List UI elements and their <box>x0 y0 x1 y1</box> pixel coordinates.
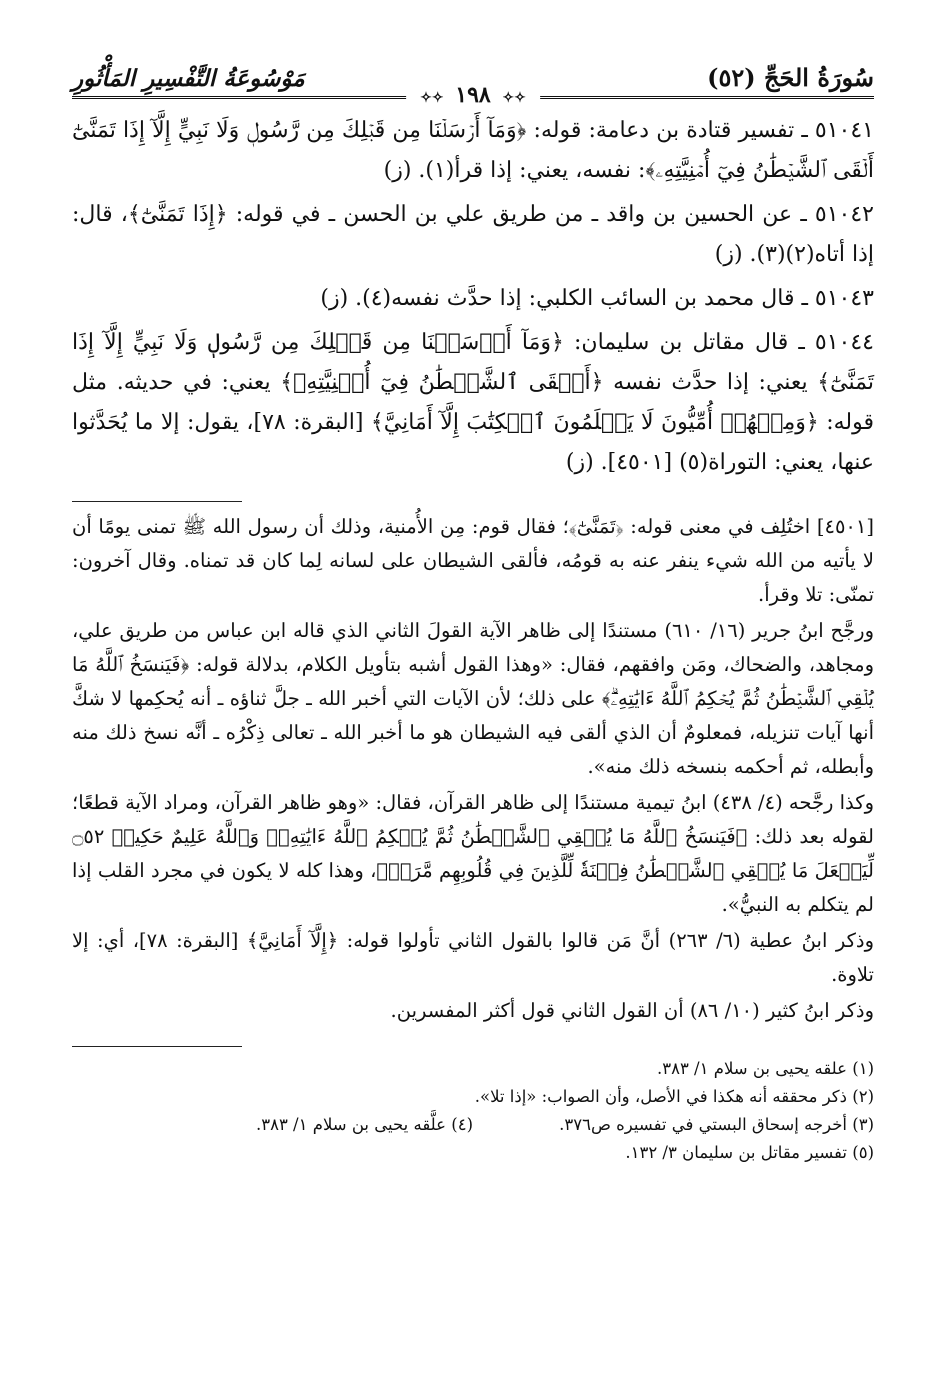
commentary-paragraph: [٤٥٠١] اختُلِف في معنى قوله: ﴿تَمَنَّىٰٓ﴾؛ فقال قوم: مِن الأُمنية، وذلك أن رسول الله ﷺ تمنى يومًا أن لا يأتيه من الله شيء ينفر عنه به قومُه، فألقى الشيطان على لسانه لِما كان قد تمناه. وقال آخرون: تمنّى: تلا وقرأ. <box>72 515 874 606</box>
footnote-3: (٣) أخرجه إسحاق البستي في تفسيره ص٣٧٦. <box>559 1115 874 1134</box>
commentary-paragraph: وكذا رجَّحه (٤/ ٤٣٨) ابنُ تيمية مستندًا إلى ظاهر القرآن، فقال: «وهو ظاهر القرآن، ومراد الآية قطعًا؛ لقوله بعد ذلك: ﴿فَيَنسَخُ ٱللَّهُ مَا يُلۡقِي ٱلشَّيۡطَٰنُ ثُمَّ يُحۡكِمُ ٱللَّهُ ءَايَٰتِهِۦۗ وَٱللَّهُ عَلِيمٌ حَكِيمٞ ۝٥٢ لِّيَجۡعَلَ مَا يُلۡقِي ٱلشَّيۡطَٰنُ فِتۡنَةٗ لِّلَّذِينَ فِي قُلُوبِهِم مَّرَضٞ﴾، وهذا كله لا يكون في مجرد القلب إذا لم يتكلم به النبيُّ». <box>72 791 874 916</box>
main-text <box>72 111 874 483</box>
footnote-1: (١) علقه يحيى بن سلام ١/ ٣٨٣. <box>656 1059 874 1078</box>
header-rule <box>72 82 874 109</box>
footnote-separator <box>72 1046 242 1047</box>
entry-51042: ٥١٠٤٢ ـ عن الحسين بن واقد ـ من طريق علي بن الحسن ـ في قوله: ﴿إِذَا تَمَنَّىٰٓ﴾، قال: إذا أتاه(٢)(٣). (ز) <box>72 202 874 267</box>
entry-51043: ٥١٠٤٣ ـ قال محمد بن السائب الكلبي: إذا حدَّث نفسه(٤). (ز) <box>320 286 874 311</box>
footnote-4: (٤) علَّقه يحيى بن سلام ١/ ٣٨٣. <box>255 1115 473 1134</box>
footnote-5: (٥) تفسير مقاتل بن سليمان ٣/ ١٣٢. <box>625 1143 874 1162</box>
page-number: ١٩٨ <box>455 82 491 108</box>
footnote-row <box>72 1111 874 1139</box>
surah-title: سُورَةُ الحَجِّ (٥٢) <box>707 63 874 92</box>
ornament-icon: ✧✧ <box>420 90 444 106</box>
commentary-paragraph: وذكر ابنُ كثير (١٠/ ٨٦) أن القول الثاني قول أكثر المفسرين. <box>390 999 874 1022</box>
ornament-icon: ✧✧ <box>502 90 526 106</box>
commentary-separator <box>72 501 242 502</box>
commentary-paragraph: وذكر ابنُ عطية (٦/ ٢٦٣) أنَّ مَن قالوا بالقول الثاني تأولوا قوله: ﴿إِلَّآ أَمَانِيَّ﴾ [البقرة: ٧٨]، أي: إلا تلاوة. <box>72 929 874 986</box>
entry-51041: ٥١٠٤١ ـ تفسير قتادة بن دعامة: قوله: ﴿وَمَآ أَرۡسَلۡنَا مِن قَبۡلِكَ مِن رَّسُولٖ وَلَا نَبِيٍّ إِلَّآ إِذَا تَمَنَّىٰٓ أَلۡقَى ٱلشَّيۡطَٰنُ فِيٓ أُمۡنِيَّتِهِۦ﴾: نفسه، يعني: إذا قرأ(١). (ز) <box>72 118 874 183</box>
commentary <box>72 510 874 1028</box>
page-number-wrap <box>406 82 540 108</box>
footnotes <box>72 1055 874 1167</box>
entry-51044: ٥١٠٤٤ ـ قال مقاتل بن سليمان: ﴿وَمَآ أَرۡسَلۡنَا مِن قَبۡلِكَ مِن رَّسُولٖ وَلَا نَبِيٍّ إِلَّآ إِذَا تَمَنَّىٰٓ﴾ يعني: إذا حدَّث نفسه ﴿أَلۡقَى ٱلشَّيۡطَٰنُ فِيٓ أُمۡنِيَّتِهِۦ﴾ يعني: في حديثه. مثل قوله: ﴿وَمِنۡهُمۡ أُمِّيُّونَ لَا يَعۡلَمُونَ ٱلۡكِتَٰبَ إِلَّآ أَمَانِيَّ﴾ [البقرة: ٧٨]، يقول: إلا ما يُحَدَّثوا عنها، يعني: التوراة(٥) [٤٥٠١]. (ز) <box>72 330 874 475</box>
footnote-2: (٢) ذكر محققه أنه هكذا في الأصل، وأن الصواب: «إذا تلا». <box>474 1087 874 1106</box>
commentary-paragraph: ورجَّح ابنُ جرير (١٦/ ٦١٠) مستندًا إلى ظاهر الآية القولَ الثاني الذي قاله ابن عباس من طريق علي، ومجاهد، والضحاك، ومَن وافقهم، فقال: «وهذا القول أشبه بتأويل الكلام، بدلالة قوله: ﴿فَيَنسَخُ ٱللَّهُ مَا يُلۡقِي ٱلشَّيۡطَٰنُ ثُمَّ يُحۡكِمُ ٱللَّهُ ءَايَٰتِهِۦۗ﴾ على ذلك؛ لأن الآيات التي أخبر الله ـ جلَّ ثناؤه ـ أنه يُحكِمها لا شكَّ أنها آيات تنزيله، فمعلومٌ أن الذي ألقى فيه الشيطان هو ما أخبر الله ـ تعالى ذِكْرُه ـ أنَّه نسخ ذلك منه وأبطله، ثم أحكمه بنسخه ذلك منه». <box>72 619 874 778</box>
book-title: مَوْسُوعَةُ التَّفْسِيرِ المَأْثُورِ <box>72 65 305 92</box>
